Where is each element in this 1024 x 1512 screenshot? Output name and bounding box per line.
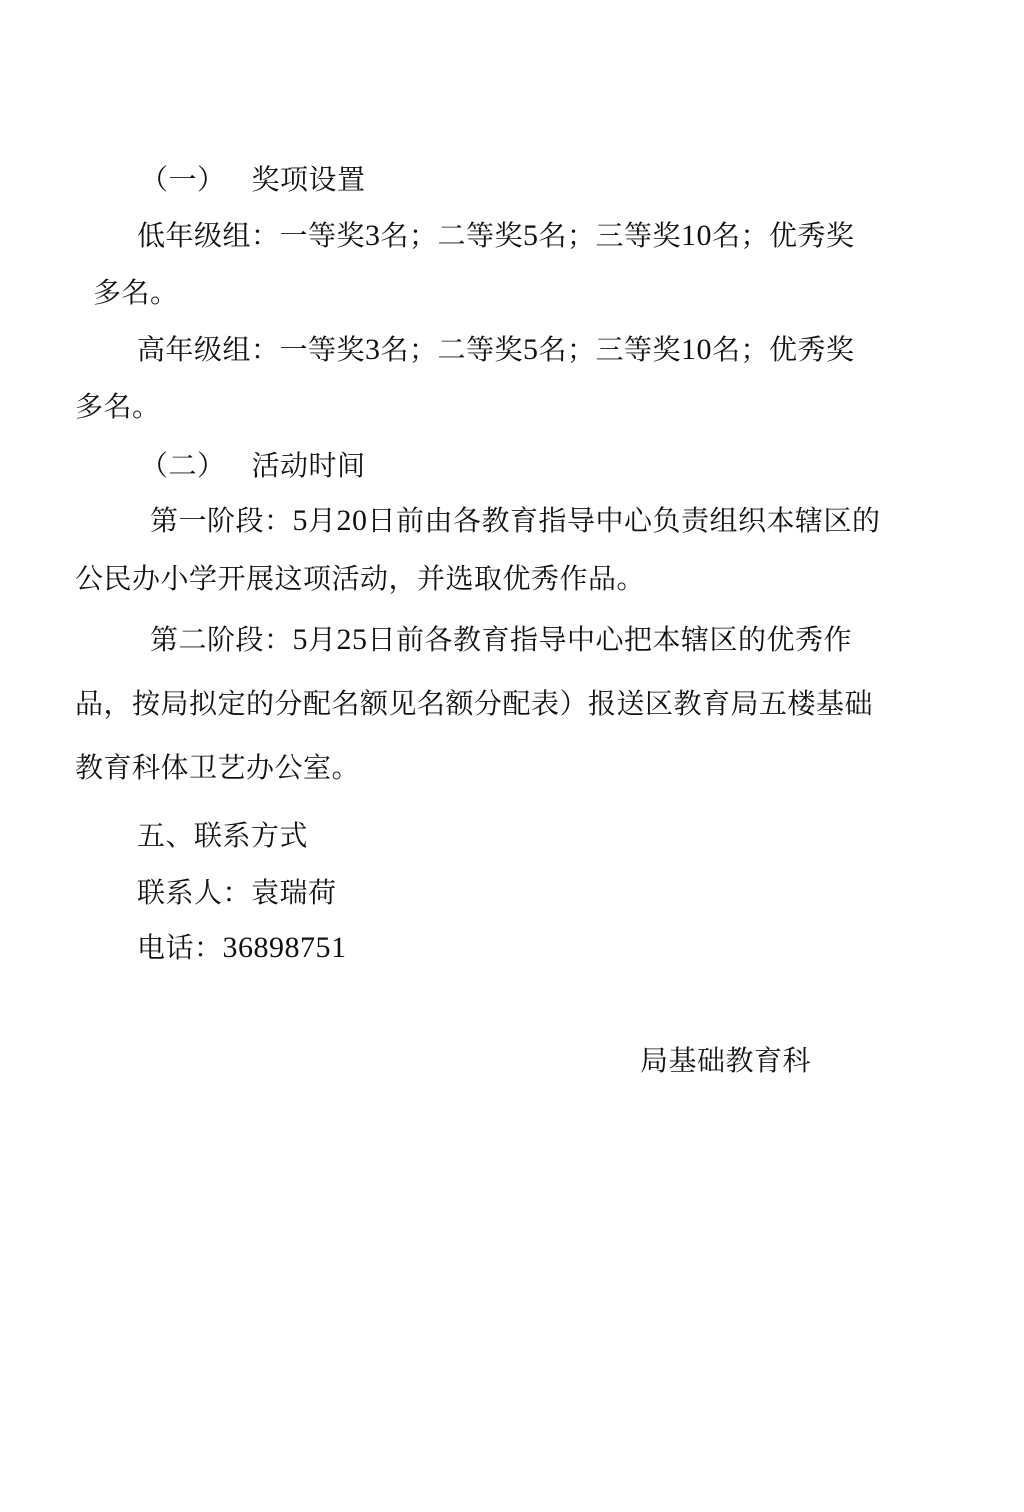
stage-2-month-unit: 月 — [308, 623, 337, 656]
stage-1-month-unit: 月 — [308, 504, 337, 537]
high-grade-line-2: 多名。 — [75, 390, 161, 423]
high-grade-text-b: 名；二等奖 — [380, 333, 524, 366]
high-grade-first-count: 3 — [365, 333, 381, 366]
low-grade-line-1 — [137, 218, 855, 254]
high-grade-text-c: 名；三等奖 — [538, 333, 682, 366]
phone-label: 电话： — [137, 931, 223, 964]
stage-1-line-2: 公民办小学开展这项活动，并选取优秀作品。 — [75, 562, 646, 595]
contact-heading: 五、联系方式 — [137, 819, 309, 852]
high-grade-second-count: 5 — [523, 333, 539, 366]
time-heading — [140, 448, 366, 484]
stage-2-line-1 — [150, 622, 852, 658]
signature: 局基础教育科 — [640, 1044, 812, 1077]
awards-heading — [140, 162, 366, 198]
high-grade-text-a: 高年级组：一等奖 — [137, 333, 366, 366]
low-grade-third-count: 10 — [681, 219, 713, 252]
stage-2-line-3: 教育科体卫艺办公室。 — [75, 751, 361, 784]
high-grade-text-d: 名；优秀奖 — [712, 333, 855, 366]
stage-1-month: 5 — [292, 504, 309, 537]
low-grade-text-d: 名；优秀奖 — [712, 219, 855, 252]
contact-phone — [137, 930, 347, 966]
high-grade-line-1 — [137, 332, 855, 368]
low-grade-second-count: 5 — [523, 219, 539, 252]
stage-2-label: 第二阶段： — [150, 623, 293, 656]
stage-2-day: 25 — [336, 623, 368, 656]
phone-number: 36898751 — [222, 931, 347, 964]
stage-1-label: 第一阶段： — [150, 504, 293, 537]
stage-1-line-1 — [150, 503, 881, 539]
high-grade-third-count: 10 — [681, 333, 713, 366]
low-grade-text-c: 名；三等奖 — [538, 219, 682, 252]
low-grade-text-a: 低年级组：一等奖 — [137, 219, 366, 252]
stage-2-text: 日前各教育指导中心把本辖区的优秀作 — [367, 623, 853, 656]
low-grade-text-b: 名；二等奖 — [380, 219, 524, 252]
stage-2-month: 5 — [292, 623, 309, 656]
contact-person: 联系人：袁瑞荷 — [137, 876, 337, 909]
low-grade-first-count: 3 — [365, 219, 381, 252]
stage-2-line-2: 品，按局拟定的分配名额见名额分配表）报送区教育局五楼基础 — [75, 687, 874, 720]
stage-1-day: 20 — [336, 504, 368, 537]
awards-heading-number: （一） — [140, 163, 226, 196]
low-grade-line-2: 多名。 — [93, 276, 179, 309]
stage-1-text: 日前由各教育指导中心负责组织本辖区的 — [367, 504, 881, 537]
time-heading-number: （二） — [140, 449, 226, 482]
awards-heading-text: 奖项设置 — [251, 163, 366, 196]
time-heading-text: 活动时间 — [251, 449, 366, 482]
